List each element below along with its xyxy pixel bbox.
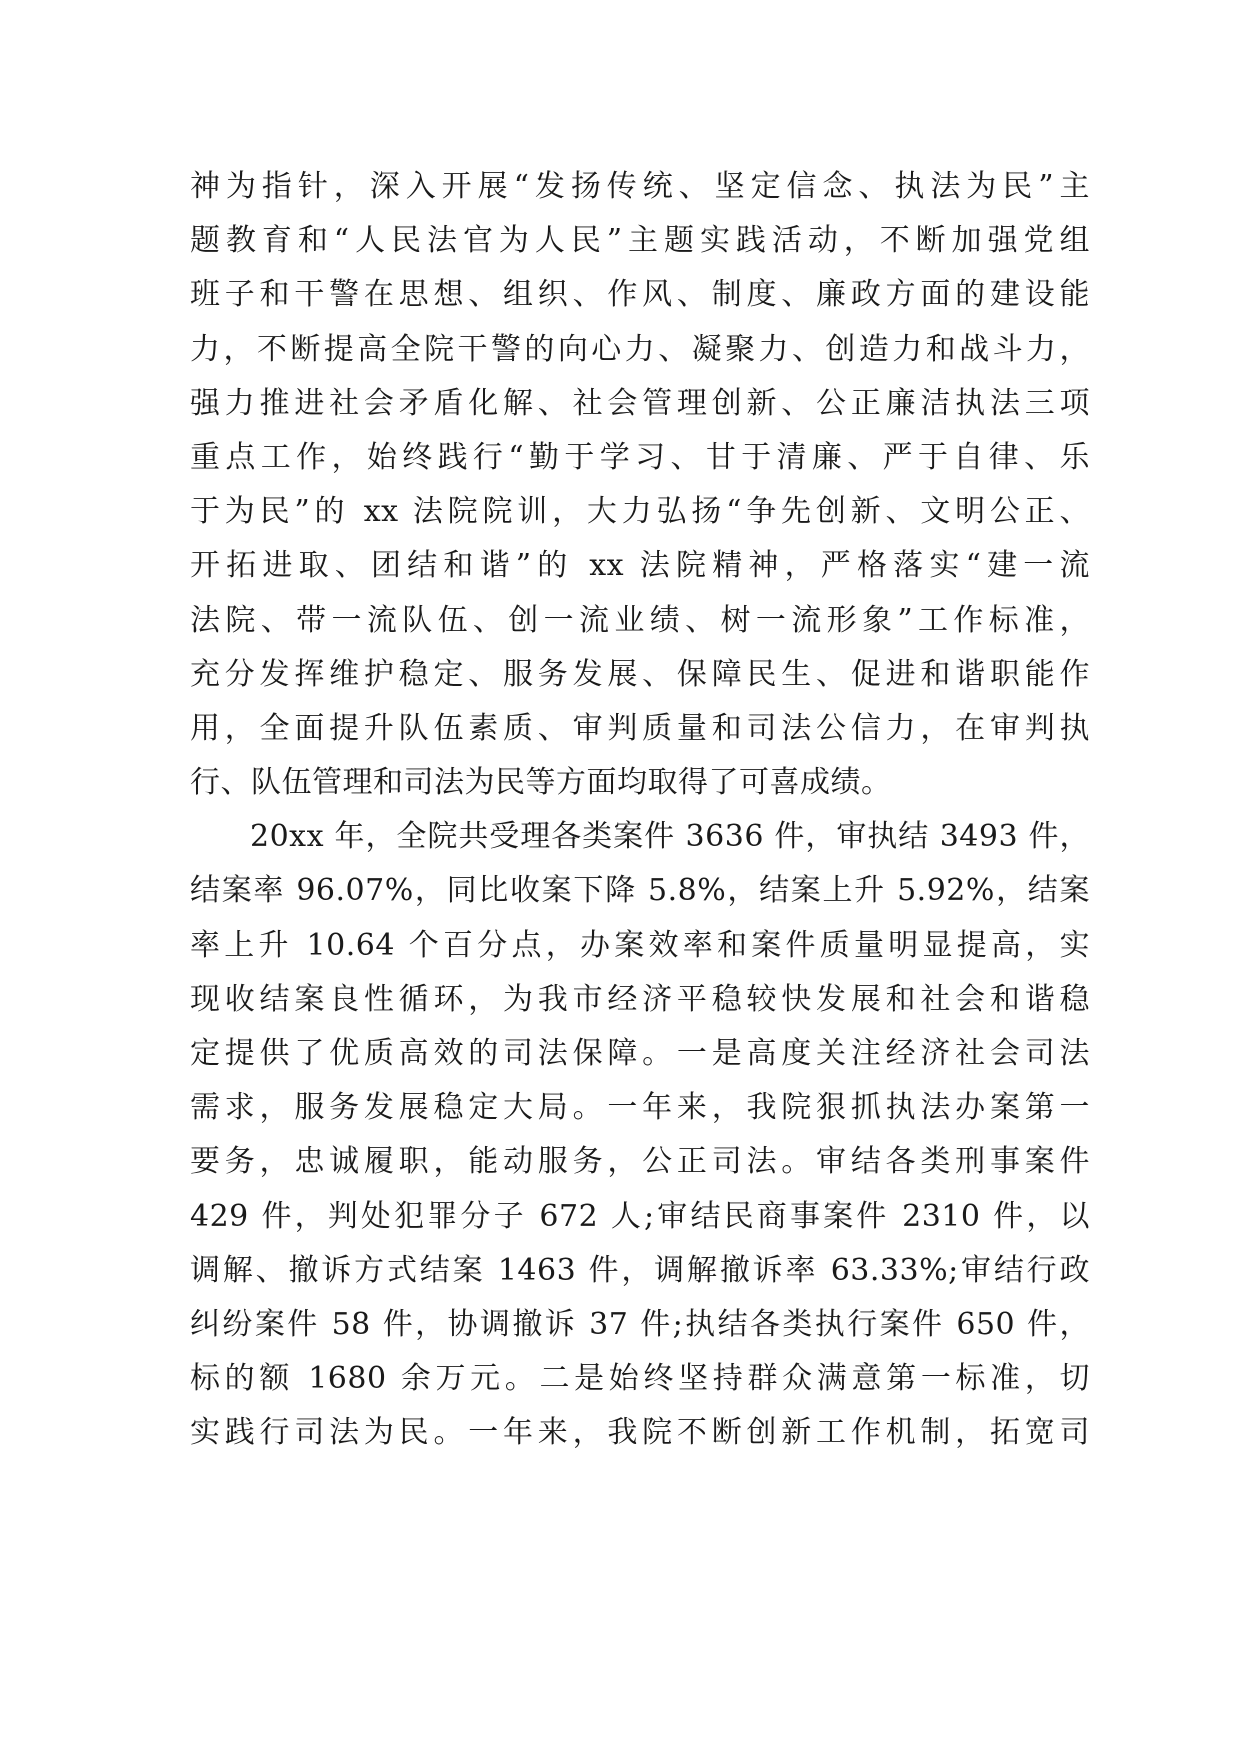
text-line: 需求，服务发展稳定大局。一年来，我院狠抓执法办案第一 [190,1090,1090,1126]
text-line: 法院、带一流队伍、创一流业绩、树一流形象”工作标准， [190,602,1090,638]
text-line: 开拓进取、团结和谐”的 xx 法院精神，严格落实“建一流 [190,548,1090,584]
text-line: 题教育和“人民法官为人民”主题实践活动，不断加强党组 [190,223,1090,259]
text-line: 用，全面提升队伍素质、审判质量和司法公信力，在审判执 [190,710,1090,746]
text-line: 实践行司法为民。一年来，我院不断创新工作机制，拓宽司 [190,1415,1090,1451]
text-line: 定提供了优质高效的司法保障。一是高度关注经济社会司法 [190,1036,1090,1071]
text-line: 力，不断提高全院干警的向心力、凝聚力、创造力和战斗力， [190,331,1090,367]
text-line: 现收结案良性循环，为我市经济平稳较快发展和社会和谐稳 [190,981,1090,1017]
text-line: 于为民”的 xx 法院院训，大力弘扬“争先创新、文明公正、 [190,494,1090,530]
text-line: 标的额 1680 余万元。二是始终坚持群众满意第一标准，切 [190,1361,1090,1397]
text-line: 率上升 10.64 个百分点，办案效率和案件质量明显提高，实 [190,927,1090,963]
paragraph-2 [190,810,1090,1460]
text-line: 行、队伍管理和司法为民等方面均取得了可喜成绩。 [190,765,892,801]
text-line: 班子和干警在思想、组织、作风、制度、廉政方面的建设能 [190,277,1090,313]
text-line: 要务，忠诚履职，能动服务，公正司法。审结各类刑事案件 [190,1144,1090,1180]
text-line: 强力推进社会矛盾化解、社会管理创新、公正廉洁执法三项 [190,385,1090,421]
paragraph-1 [190,160,1090,810]
text-line: 429 件，判处犯罪分子 672 人;审结民商事案件 2310 件，以 [190,1198,1090,1234]
text-line: 调解、撤诉方式结案 1463 件，调解撤诉率 63.33%;审结行政 [190,1252,1090,1288]
text-line: 20xx 年，全院共受理各类案件 3636 件，审执结 3493 件， [250,819,1090,855]
body-text [190,160,1090,1461]
text-line: 充分发挥维护稳定、服务发展、保障民生、促进和谐职能作 [190,656,1090,692]
text-line: 重点工作，始终践行“勤于学习、甘于清廉、严于自律、乐 [190,439,1090,475]
text-line: 神为指针，深入开展“发扬传统、坚定信念、执法为民”主 [190,169,1090,204]
text-line: 纠纷案件 58 件，协调撤诉 37 件;执结各类执行案件 650 件， [190,1306,1090,1342]
text-line: 结案率 96.07%，同比收案下降 5.8%，结案上升 5.92%，结案 [190,873,1090,909]
